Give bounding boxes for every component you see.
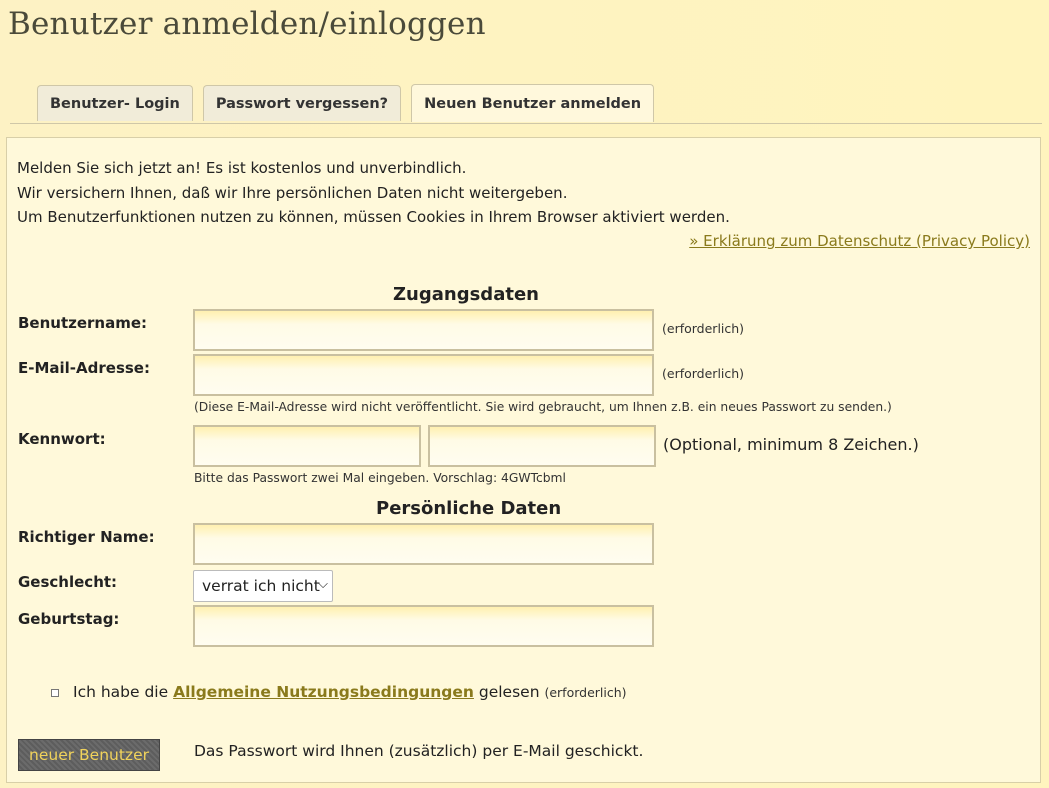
email-required-note: (erforderlich) xyxy=(662,366,745,381)
email-hint: (Diese E-Mail-Adresse wird nicht veröffentlicht. Sie wird gebraucht, um Ihnen z.B. ein neues Passwort zu senden.) xyxy=(194,400,892,414)
intro-text xyxy=(17,156,730,230)
tab-divider xyxy=(10,123,1042,124)
password-hint: Bitte das Passwort zwei Mal eingeben. Vorschlag: 4GWTcbml xyxy=(194,471,566,485)
registration-panel xyxy=(6,137,1041,783)
terms-suffix: gelesen xyxy=(478,683,540,701)
new-user-button[interactable]: neuer Benutzer xyxy=(18,739,160,771)
chevron-down-icon: ⌵ xyxy=(318,577,328,592)
realname-input[interactable] xyxy=(193,523,654,565)
tab-bar xyxy=(37,85,654,122)
email-label: E-Mail-Adresse: xyxy=(18,359,150,377)
access-section-title: Zugangsdaten xyxy=(393,284,539,305)
gender-label: Geschlecht: xyxy=(18,573,118,591)
intro-line: Melden Sie sich jetzt an! Es ist kostenlos und unverbindlich. xyxy=(17,159,467,177)
terms-checkbox[interactable] xyxy=(51,689,59,697)
tab-login[interactable]: Benutzer- Login xyxy=(37,85,193,121)
gender-select-value: verrat ich nicht xyxy=(202,577,320,595)
privacy-policy-link[interactable]: » Erklärung zum Datenschutz (Privacy Policy) xyxy=(689,232,1030,250)
username-required-note: (erforderlich) xyxy=(662,321,745,336)
tab-register[interactable]: Neuen Benutzer anmelden xyxy=(411,84,654,122)
gender-select[interactable] xyxy=(193,570,333,602)
password-optional-note: (Optional, minimum 8 Zeichen.) xyxy=(663,435,919,454)
username-label: Benutzername: xyxy=(18,314,148,332)
password-confirm-input[interactable] xyxy=(428,425,656,467)
page-title: Benutzer anmelden/einloggen xyxy=(8,6,486,42)
terms-required-note: (erforderlich) xyxy=(544,685,627,700)
password-label: Kennwort: xyxy=(18,430,106,448)
personal-section-title: Persönliche Daten xyxy=(376,498,562,519)
birthday-input[interactable] xyxy=(193,605,654,647)
intro-line: Um Benutzerfunktionen nutzen zu können, müssen Cookies in Ihrem Browser aktiviert werden. xyxy=(17,208,730,226)
username-input[interactable] xyxy=(193,309,654,351)
password-email-note: Das Passwort wird Ihnen (zusätzlich) per E-Mail geschickt. xyxy=(194,742,644,760)
birthday-label: Geburtstag: xyxy=(18,610,120,628)
tab-forgot-password[interactable]: Passwort vergessen? xyxy=(203,85,401,121)
terms-link[interactable]: Allgemeine Nutzungsbedingungen xyxy=(173,683,474,701)
realname-label: Richtiger Name: xyxy=(18,528,155,546)
email-input[interactable] xyxy=(193,354,654,396)
terms-agreement xyxy=(73,683,627,701)
terms-prefix: Ich habe die xyxy=(73,683,169,701)
password-input[interactable] xyxy=(193,425,421,467)
intro-line: Wir versichern Ihnen, daß wir Ihre persönlichen Daten nicht weitergeben. xyxy=(17,183,568,202)
